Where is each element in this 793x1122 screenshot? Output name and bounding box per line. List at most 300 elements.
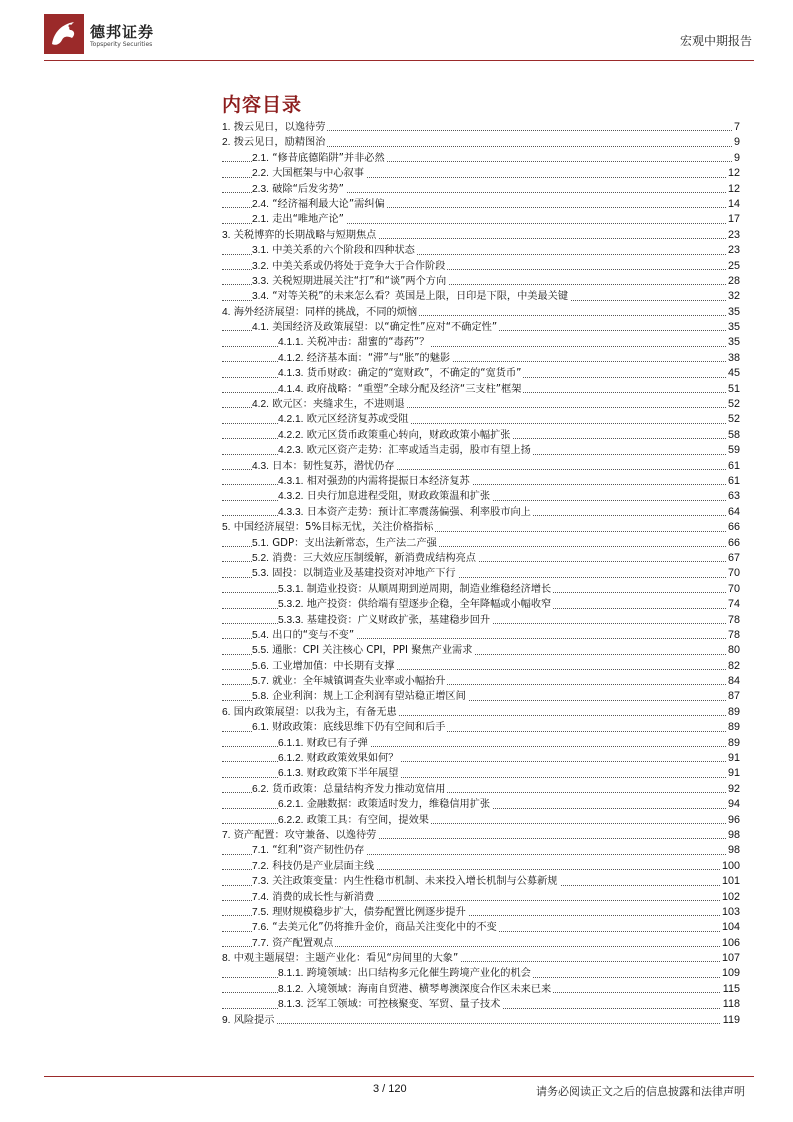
toc-entry[interactable] — [222, 997, 740, 1012]
toc-entry-number: 1. — [222, 122, 231, 133]
toc-entry[interactable] — [222, 166, 740, 181]
toc-entry-text: 欧元区货币政策重心转向，财政政策小幅扩张 — [306, 429, 511, 441]
toc-entry-label — [222, 828, 378, 843]
toc-entry-page: 52 — [726, 397, 740, 412]
toc-entry-label — [278, 797, 492, 812]
toc-entry-label — [252, 166, 366, 181]
toc-entry-page: 59 — [726, 443, 740, 458]
toc-entry[interactable] — [222, 335, 740, 350]
toc-entry-label — [252, 920, 499, 935]
toc-entry-page: 96 — [726, 813, 740, 828]
toc-entry[interactable] — [222, 705, 740, 720]
toc-entry-number: 3.1. — [252, 245, 269, 257]
toc-entry-label — [252, 289, 570, 304]
toc-entry[interactable] — [222, 813, 740, 828]
toc-entry-page: 98 — [726, 843, 740, 858]
toc-entry-text: 日本资产走势：预计汇率震荡偏强、利率股市向上 — [306, 506, 531, 518]
toc-entry-page: 94 — [726, 797, 740, 812]
toc-entry[interactable] — [222, 459, 740, 474]
toc-entry[interactable] — [222, 474, 740, 489]
toc-entry-page: 89 — [726, 705, 740, 720]
toc-entry-text: 财政已有子弹 — [306, 737, 368, 749]
toc-entry-page: 51 — [726, 382, 740, 397]
toc-entry-label — [278, 982, 553, 997]
toc-entry-number: 8.1.3. — [278, 999, 304, 1011]
toc-entry[interactable] — [222, 797, 740, 812]
toc-entry-number: 4.2.1. — [278, 414, 304, 426]
toc-entry-page: 82 — [726, 659, 740, 674]
toc-entry-number: 5.3.1. — [278, 583, 304, 595]
toc-entry-number: 3.3. — [252, 275, 269, 287]
toc-entry-number: 7.2. — [252, 860, 269, 872]
toc-entry[interactable] — [222, 720, 740, 735]
toc-entry-number: 6.1.3. — [278, 768, 304, 780]
toc-entry-label — [252, 551, 478, 566]
toc-entry-number: 4.1.1. — [278, 337, 304, 349]
toc-entry-number: 5.3.2. — [278, 599, 304, 611]
toc-entry-label — [278, 813, 431, 828]
toc-entry-label — [252, 197, 387, 212]
toc-entry-label — [278, 766, 400, 781]
toc-entry-page: 9 — [732, 135, 740, 150]
toc-entry-number: 8.1.2. — [278, 983, 304, 995]
toc-entry-label — [278, 489, 492, 504]
toc-entry-text: 日央行加息进程受阻，财政政策温和扩张 — [306, 491, 491, 503]
toc-entry-number: 7.6. — [252, 922, 269, 934]
toc-entry[interactable] — [222, 443, 740, 458]
toc-entry-label — [278, 428, 513, 443]
toc-entry-page: 89 — [726, 720, 740, 735]
toc-entry[interactable] — [222, 859, 740, 874]
toc-entry-number: 5.8. — [252, 691, 269, 703]
toc-entry-number: 4.2.2. — [278, 429, 304, 441]
toc-entry-page: 100 — [720, 859, 740, 874]
toc-entry-number: 5.3.3. — [278, 614, 304, 626]
toc-entry[interactable] — [222, 120, 740, 135]
toc-entry-label — [278, 966, 533, 981]
toc-entry-text: 财政政策下半年展望 — [306, 768, 399, 780]
toc-entry-number: 2.2. — [252, 168, 269, 180]
toc-entry-text: 中国经济展望：5%目标无忧，关注价格指标 — [233, 522, 434, 534]
toc-entry-label — [252, 459, 397, 474]
toc-entry-text: 拨云见日，以逸待劳 — [233, 122, 326, 133]
toc-entry[interactable] — [222, 659, 740, 674]
toc-entry-number: 4.3.1. — [278, 475, 304, 487]
toc-entry[interactable] — [222, 289, 740, 304]
toc-entry-text: 走出“唯地产论” — [272, 214, 344, 226]
toc-entry-number: 5.3. — [252, 568, 269, 580]
toc-entry-page: 32 — [726, 289, 740, 304]
toc-entry-label — [252, 874, 560, 889]
toc-entry-text: 消费：三大效应压制缓解，新消费成结构亮点 — [272, 552, 476, 564]
toc-entry[interactable] — [222, 520, 740, 535]
toc-entry-label — [252, 566, 458, 581]
toc-entry-page: 102 — [720, 890, 740, 905]
toc-entry-label — [222, 305, 419, 320]
toc-entry-number: 3. — [222, 229, 231, 241]
toc-entry-number: 7.4. — [252, 891, 269, 903]
brand-name: 德邦证券 — [90, 23, 155, 41]
toc-entry[interactable] — [222, 505, 740, 520]
toc-entry-text: 海外经济展望：同样的挑战，不同的烦恼 — [233, 306, 418, 318]
toc-entry-label — [278, 997, 502, 1012]
toc-entry-text: GDP：支出法新常态，生产法二产强 — [272, 537, 437, 549]
toc-entry-number: 5.6. — [252, 660, 269, 672]
toc-entry-number: 2.4. — [252, 198, 269, 210]
toc-entry-page: 23 — [726, 228, 740, 243]
toc-entry[interactable] — [222, 643, 740, 658]
toc-entry[interactable] — [222, 197, 740, 212]
toc-entry-text: 地产投资：供给端有望逐步企稳，全年降幅或小幅收窄 — [306, 599, 552, 611]
toc-entry-page: 66 — [726, 520, 740, 535]
toc-entry[interactable] — [222, 628, 740, 643]
toc-entry-page: 58 — [726, 428, 740, 443]
toc-entry-text: 中观主题展望：主题产业化：看见“房间里的大象” — [233, 953, 459, 965]
toc-entry[interactable] — [222, 536, 740, 551]
toc-entry-text: 中美关系的六个阶段和四种状态 — [272, 245, 415, 257]
toc-entry-label — [252, 843, 366, 858]
toc-entry-number: 4.1.4. — [278, 383, 304, 395]
toc-entry-text: 通胀：CPI 关注核心 CPI，PPI 聚焦产业需求 — [272, 645, 473, 657]
toc-entry-number: 2.1. — [252, 152, 269, 164]
toc-entry-text: 相对强劲的内需将提振日本经济复苏 — [306, 475, 470, 487]
toc-entry-page: 12 — [726, 166, 740, 181]
toc-entry-label — [278, 505, 533, 520]
toc-entry-text: 风险提示 — [233, 1014, 275, 1026]
toc-entry[interactable] — [222, 566, 740, 581]
toc-entry-label — [252, 212, 346, 227]
toc-entry-number: 6.2. — [252, 783, 269, 795]
toc-entry-number: 2.3. — [252, 183, 269, 195]
toc-entry-page: 74 — [726, 597, 740, 612]
toc-entry-text: 拨云见日，励精图治 — [233, 137, 326, 149]
toc-entry[interactable] — [222, 966, 740, 981]
toc-entry[interactable] — [222, 828, 740, 843]
toc-entry-text: 科技仍是产业层面主线 — [272, 860, 375, 872]
toc-title: 内容目录 — [222, 94, 303, 116]
toc-entry-text: “修昔底德陷阱”并非必然 — [272, 152, 385, 164]
toc-entry[interactable] — [222, 151, 740, 166]
toc-entry[interactable] — [222, 766, 740, 781]
toc-entry-page: 118 — [721, 997, 740, 1012]
toc-entry[interactable] — [222, 182, 740, 197]
toc-entry-page: 14 — [726, 197, 740, 212]
toc-entry-text: 政府战略：“重塑”全球分配及经济“三支柱”框架 — [306, 383, 522, 395]
toc-entry-page: 89 — [726, 736, 740, 751]
toc-entry-label — [252, 782, 447, 797]
toc-entry-page: 84 — [726, 674, 740, 689]
toc-entry-page: 98 — [726, 828, 740, 843]
toc-entry-page: 107 — [720, 951, 740, 966]
toc-entry[interactable] — [222, 751, 740, 766]
toc-entry-number: 6.1. — [252, 722, 269, 734]
page-number: 3 / 120 — [373, 1083, 407, 1095]
toc-entry[interactable] — [222, 582, 740, 597]
toc-entry-number: 4.3. — [252, 460, 269, 472]
toc-entry-text: 固投：以制造业及基建投资对冲地产下行 — [272, 568, 456, 580]
toc-entry-page: 119 — [721, 1013, 740, 1028]
toc-entry[interactable] — [222, 782, 740, 797]
toc-entry-text: 就业：全年城镇调查失业率或小幅抬升 — [272, 676, 446, 688]
toc-entry-text: 制造业投资：从顺周期到逆周期，制造业维稳经济增长 — [306, 583, 552, 595]
toc-entry-label — [278, 366, 523, 381]
toc-entry-page: 17 — [726, 212, 740, 227]
toc-entry-text: 破除“后发劣势” — [272, 183, 344, 195]
toc-entry-number: 6.2.1. — [278, 799, 304, 811]
toc-entry[interactable] — [222, 135, 740, 150]
toc-entry-page: 109 — [720, 966, 740, 981]
toc-entry[interactable] — [222, 412, 740, 427]
toc-entry-number: 4.1.3. — [278, 368, 304, 380]
toc-entry-text: 国内政策展望：以我为主，有备无患 — [233, 706, 397, 718]
toc-entry-text: “经济福利最大论”需纠偏 — [272, 198, 385, 210]
toc-entry-number: 6.1.2. — [278, 753, 304, 765]
toc-entry-page: 35 — [726, 335, 740, 350]
toc-entry-number: 2.1. — [252, 214, 269, 226]
toc-entry-page: 61 — [726, 474, 740, 489]
toc-entry-text: 出口的“变与不变” — [272, 629, 355, 641]
brand-name-en: Topsperity Securities — [90, 41, 153, 48]
toc-entry-text: 大国框架与中心叙事 — [272, 168, 364, 180]
toc-entry-page: 52 — [726, 412, 740, 427]
toc-entry-number: 4.1. — [252, 322, 269, 334]
toc-entry-page: 35 — [726, 320, 740, 335]
toc-entry-page: 104 — [720, 920, 740, 935]
toc-entry[interactable] — [222, 736, 740, 751]
toc-entry-page: 78 — [726, 628, 740, 643]
toc-entry-text: 关税短期进展关注“打”和“谈”两个方向 — [272, 275, 447, 287]
toc-entry-page: 80 — [726, 643, 740, 658]
toc-entry[interactable] — [222, 212, 740, 227]
toc-entry-page: 115 — [721, 982, 740, 997]
toc-entry-number: 7.7. — [252, 937, 269, 949]
toc-entry[interactable] — [222, 228, 740, 243]
footer-divider — [44, 1076, 754, 1077]
toc-entry-page: 38 — [726, 351, 740, 366]
toc-entry-label — [278, 335, 431, 350]
toc-entry-label — [278, 597, 553, 612]
toc-entry-page: 61 — [726, 459, 740, 474]
toc-entry-label — [278, 736, 370, 751]
toc-entry[interactable] — [222, 382, 740, 397]
toc-entry-text: 欧元区经济复苏或受阻 — [306, 414, 409, 426]
toc-entry-label — [222, 951, 460, 966]
toc-entry-text: 关税冲击：甜蜜的“毒药”？ — [306, 337, 430, 349]
toc-entry-text: 财政政策效果如何？ — [306, 753, 399, 765]
toc-entry-number: 5.5. — [252, 645, 269, 657]
toc-entry-page: 78 — [726, 613, 740, 628]
toc-entry-label — [252, 905, 468, 920]
toc-entry[interactable] — [222, 259, 740, 274]
toc-entry-number: 9. — [222, 1014, 231, 1026]
toc-entry-page: 70 — [726, 582, 740, 597]
toc-entry[interactable] — [222, 874, 740, 889]
toc-entry-label — [252, 689, 468, 704]
toc-entry[interactable] — [222, 920, 740, 935]
toc-leader-dots — [222, 1023, 740, 1024]
toc-entry-label — [278, 474, 472, 489]
toc-entry-label — [278, 443, 533, 458]
toc-entry-label — [252, 274, 448, 289]
toc-entry-page: 25 — [726, 259, 740, 274]
toc-entry-text: 企业利润：规上工企利润有望站稳正增区间 — [272, 691, 466, 703]
dragon-logo-icon — [44, 14, 84, 54]
toc-entry[interactable] — [222, 936, 740, 951]
toc-entry-number: 7.3. — [252, 876, 269, 888]
toc-entry-text: 金融数据：政策适时发力，维稳信用扩张 — [306, 799, 491, 811]
toc-entry-text: 基建投资：广义财政扩张，基建稳步回升 — [306, 614, 491, 626]
toc-entry-text: 中美关系或仍将处于竞争大于合作阶段 — [272, 260, 446, 272]
toc-entry[interactable] — [222, 397, 740, 412]
toc-entry-text: 资产配置：攻守兼备、以逸待劳 — [233, 829, 377, 841]
toc-entry-label — [252, 536, 439, 551]
toc-entry[interactable] — [222, 551, 740, 566]
toc-entry-label — [252, 397, 407, 412]
toc-entry-label — [252, 151, 387, 166]
toc-entry[interactable] — [222, 366, 740, 381]
toc-entry-label — [252, 890, 376, 905]
toc-entry-label — [252, 643, 474, 658]
toc-entry-text: 消费的成长性与新消费 — [272, 891, 375, 903]
toc-entry-label — [252, 936, 335, 951]
toc-entry-number: 5.7. — [252, 676, 269, 688]
toc-entry-number: 8.1.1. — [278, 968, 304, 980]
toc-entry-label — [278, 751, 400, 766]
toc-entry-label — [278, 351, 452, 366]
toc-entry[interactable] — [222, 489, 740, 504]
toc-entry-page: 92 — [726, 782, 740, 797]
toc-entry[interactable] — [222, 305, 740, 320]
toc-entry-text: 关税博弈的长期战略与短期焦点 — [233, 229, 377, 241]
header-divider — [44, 60, 754, 61]
toc-entry-page: 106 — [720, 936, 740, 951]
toc-entry-text: 工业增加值：中长期有支撑 — [272, 660, 395, 672]
toc-entry-number: 7.1. — [252, 845, 269, 857]
disclaimer: 请务必阅读正文之后的信息披露和法律声明 — [536, 1085, 745, 1098]
toc-entry-text: 关注政策变量：内生性稳市机制、未来投入增长机制与公募新规 — [272, 876, 558, 888]
toc-entry-number: 6. — [222, 706, 231, 718]
toc-entry-number: 8. — [222, 953, 231, 965]
toc-entry-page: 23 — [726, 243, 740, 258]
toc-entry[interactable] — [222, 890, 740, 905]
toc-entry-number: 6.2.2. — [278, 814, 304, 826]
toc-entry-page: 67 — [726, 551, 740, 566]
toc-entry-label — [222, 228, 378, 243]
toc-entry-text: 跨境领域：出口结构多元化催生跨境产业化的机会 — [306, 968, 531, 980]
toc-entry-label — [278, 382, 523, 397]
toc-entry-page: 45 — [726, 366, 740, 381]
toc-entry-number: 5. — [222, 522, 231, 534]
toc-entry-text: 理财规模稳步扩大，债券配置比例逐步提升 — [272, 906, 466, 918]
toc-entry-number: 4.1.2. — [278, 352, 304, 364]
toc-entry-label — [278, 613, 492, 628]
toc-entry-page: 64 — [726, 505, 740, 520]
toc-entry-text: 政策工具：有空间，提效果 — [306, 814, 429, 826]
table-of-contents — [222, 120, 740, 1028]
toc-entry[interactable] — [222, 689, 740, 704]
toc-entry-label — [222, 135, 327, 150]
toc-entry-page: 70 — [726, 566, 740, 581]
toc-entry-text: 泛军工领域：可控核聚变、军贸、量子技术 — [306, 999, 501, 1011]
toc-entry-number: 6.1.1. — [278, 737, 304, 749]
toc-entry-label — [252, 320, 499, 335]
toc-entry[interactable] — [222, 613, 740, 628]
toc-entry-number: 5.1. — [252, 537, 269, 549]
toc-entry-text: 货币财政：确定的“宽财政”，不确定的“宽货币” — [306, 368, 522, 380]
toc-entry[interactable] — [222, 982, 740, 997]
toc-entry[interactable] — [222, 320, 740, 335]
toc-entry-text: 资产配置观点 — [272, 937, 334, 949]
toc-entry[interactable] — [222, 951, 740, 966]
toc-entry[interactable] — [222, 843, 740, 858]
toc-entry-page: 91 — [726, 766, 740, 781]
toc-entry[interactable] — [222, 428, 740, 443]
toc-entry-label — [252, 720, 447, 735]
toc-entry-page: 9 — [732, 151, 740, 166]
toc-entry-text: 日本：韧性复苏，潜忧仍存 — [272, 460, 395, 472]
toc-entry-page: 35 — [726, 305, 740, 320]
toc-entry-page: 63 — [726, 489, 740, 504]
toc-entry-label — [222, 1013, 277, 1028]
toc-entry-label — [222, 120, 327, 135]
toc-entry-label — [252, 659, 397, 674]
toc-entry-page: 103 — [720, 905, 740, 920]
toc-entry-label — [222, 520, 435, 535]
toc-entry[interactable] — [222, 674, 740, 689]
toc-entry-number: 4.3.2. — [278, 491, 304, 503]
toc-entry-label — [252, 674, 447, 689]
toc-entry-label — [278, 412, 411, 427]
toc-entry-page: 7 — [732, 120, 740, 135]
toc-entry-label — [252, 182, 346, 197]
toc-entry-text: 经济基本面：“滞”与“胀”的魅影 — [306, 352, 451, 364]
toc-entry-text: “对等关税”的未来怎么看？英国是上限，日印是下限，中美最关键 — [272, 291, 569, 303]
toc-entry-number: 5.4. — [252, 629, 269, 641]
toc-entry-label — [252, 243, 417, 258]
toc-entry-number: 4.2. — [252, 399, 269, 411]
toc-entry-page: 91 — [726, 751, 740, 766]
toc-entry-text: “去美元化”仍将推升金价，商品关注变化中的不变 — [272, 922, 497, 934]
toc-entry-page: 101 — [720, 874, 740, 889]
toc-entry-number: 4.2.3. — [278, 445, 304, 457]
toc-entry[interactable] — [222, 274, 740, 289]
toc-entry-page: 66 — [726, 536, 740, 551]
toc-entry-number: 4.3.3. — [278, 506, 304, 518]
toc-entry-text: 货币政策：总量结构齐发力推动宽信用 — [272, 783, 446, 795]
toc-entry[interactable] — [222, 351, 740, 366]
toc-entry-label — [252, 628, 356, 643]
toc-entry-text: “红利”资产韧性仍存 — [272, 845, 365, 857]
toc-entry[interactable] — [222, 243, 740, 258]
toc-entry-label — [278, 582, 553, 597]
report-type: 宏观中期报告 — [679, 34, 752, 48]
toc-entry-number: 4. — [222, 306, 231, 318]
toc-entry-text: 入境领域：海南自贸港、横琴粤澳深度合作区未来已来 — [306, 983, 552, 995]
toc-entry-text: 美国经济及政策展望：以“确定性”应对“不确定性” — [272, 322, 498, 334]
toc-entry-page: 28 — [726, 274, 740, 289]
toc-entry-number: 7. — [222, 829, 231, 841]
toc-entry[interactable] — [222, 1013, 740, 1028]
toc-entry-page: 87 — [726, 689, 740, 704]
toc-entry[interactable] — [222, 905, 740, 920]
toc-entry-text: 欧元区资产走势：汇率或适当走弱，股市有望上扬 — [306, 445, 531, 457]
toc-entry-text: 财政政策：底线思维下仍有空间和后手 — [272, 722, 446, 734]
toc-entry-number: 7.5. — [252, 906, 269, 918]
toc-entry-number: 3.2. — [252, 260, 269, 272]
toc-entry-number: 5.2. — [252, 552, 269, 564]
toc-entry-number: 3.4. — [252, 291, 269, 303]
toc-entry[interactable] — [222, 597, 740, 612]
